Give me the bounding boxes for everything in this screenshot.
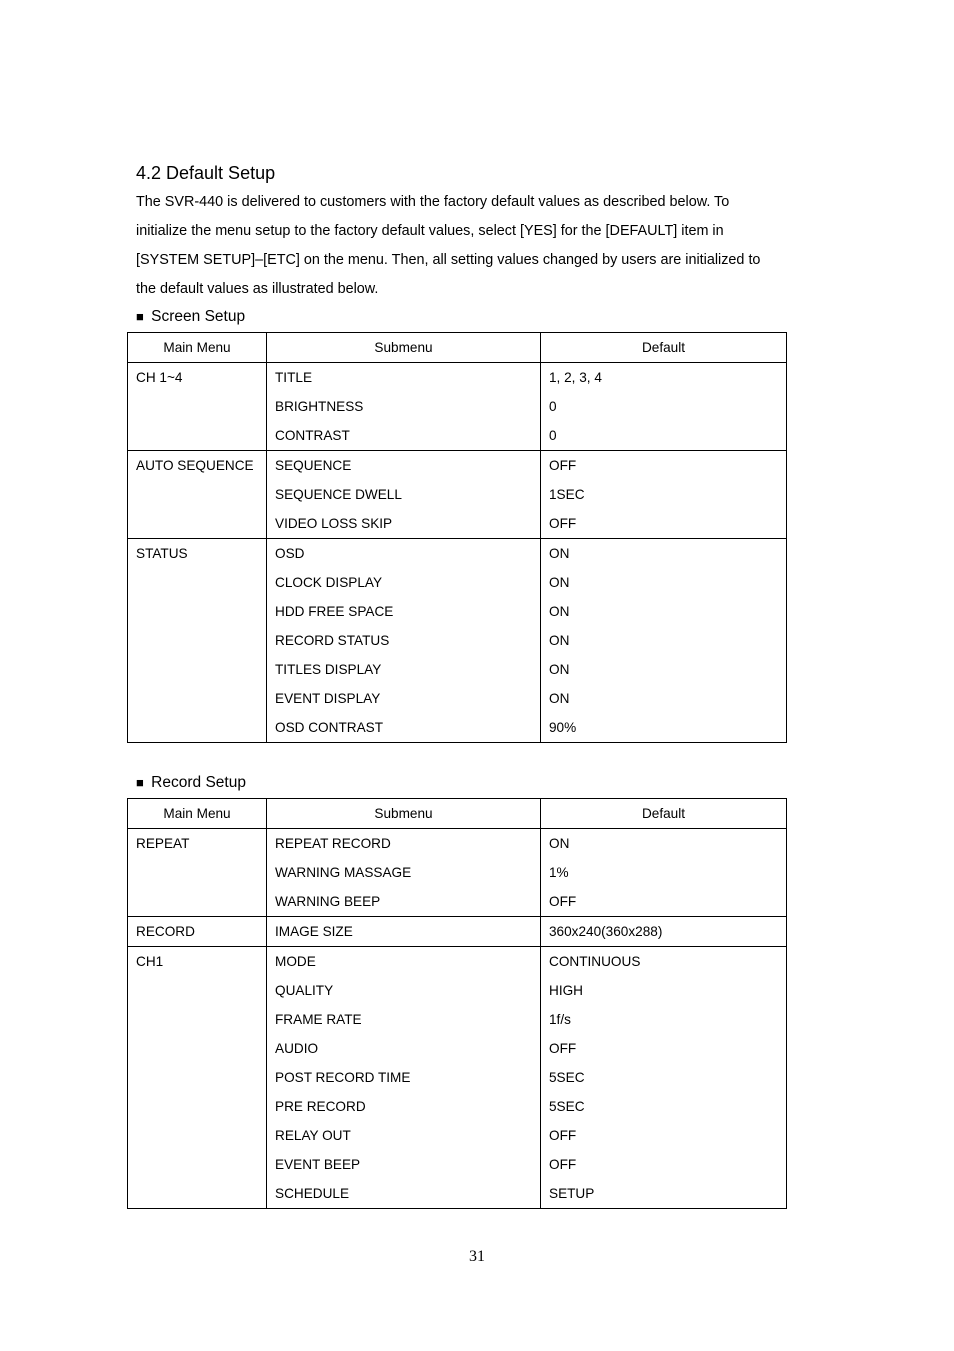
default-value-cell: OFF bbox=[541, 1034, 787, 1063]
table-row bbox=[128, 1121, 787, 1150]
intro-line: the default values as illustrated below. bbox=[136, 281, 379, 297]
submenu-cell: CONTRAST bbox=[267, 421, 541, 451]
main-menu-cell bbox=[128, 887, 267, 917]
record-setup-title: Record Setup bbox=[151, 774, 246, 791]
submenu-cell: PRE RECORD bbox=[267, 1092, 541, 1121]
main-menu-cell: REPEAT bbox=[128, 829, 267, 859]
table-row bbox=[128, 887, 787, 917]
main-menu-cell: STATUS bbox=[128, 539, 267, 569]
default-value-cell: OFF bbox=[541, 887, 787, 917]
main-menu-cell bbox=[128, 713, 267, 743]
default-value-cell: 360x240(360x288) bbox=[541, 917, 787, 947]
table-row bbox=[128, 1150, 787, 1179]
table-row bbox=[128, 829, 787, 859]
table-row bbox=[128, 713, 787, 743]
table-row bbox=[128, 1179, 787, 1209]
default-value-cell: 1% bbox=[541, 858, 787, 887]
main-menu-cell bbox=[128, 568, 267, 597]
screen-setup-title: Screen Setup bbox=[151, 308, 246, 325]
main-menu-cell bbox=[128, 392, 267, 421]
table-row bbox=[128, 392, 787, 421]
submenu-cell: OSD CONTRAST bbox=[267, 713, 541, 743]
main-menu-cell bbox=[128, 421, 267, 451]
default-value-cell: ON bbox=[541, 626, 787, 655]
record-setup-body bbox=[128, 829, 787, 1209]
main-menu-cell bbox=[128, 1092, 267, 1121]
column-header-main-menu: Main Menu bbox=[128, 799, 267, 829]
submenu-cell: OSD bbox=[267, 539, 541, 569]
main-menu-cell: RECORD bbox=[128, 917, 267, 947]
column-header-submenu: Submenu bbox=[267, 333, 541, 363]
submenu-cell: FRAME RATE bbox=[267, 1005, 541, 1034]
default-value-cell: 1f/s bbox=[541, 1005, 787, 1034]
default-value-cell: 0 bbox=[541, 421, 787, 451]
default-value-cell: OFF bbox=[541, 451, 787, 481]
default-value-cell: ON bbox=[541, 568, 787, 597]
main-menu-cell: CH1 bbox=[128, 947, 267, 977]
main-menu-cell: AUTO SEQUENCE bbox=[128, 451, 267, 481]
submenu-cell: BRIGHTNESS bbox=[267, 392, 541, 421]
submenu-cell: HDD FREE SPACE bbox=[267, 597, 541, 626]
submenu-cell: EVENT DISPLAY bbox=[267, 684, 541, 713]
table-row bbox=[128, 947, 787, 977]
default-value-cell: ON bbox=[541, 684, 787, 713]
default-value-cell: 90% bbox=[541, 713, 787, 743]
table-row bbox=[128, 1092, 787, 1121]
table-header-row bbox=[128, 333, 787, 363]
screen-setup-body bbox=[128, 363, 787, 743]
submenu-cell: EVENT BEEP bbox=[267, 1150, 541, 1179]
submenu-cell: MODE bbox=[267, 947, 541, 977]
main-menu-cell bbox=[128, 858, 267, 887]
page-number: 31 bbox=[469, 1248, 485, 1265]
default-value-cell: ON bbox=[541, 597, 787, 626]
main-menu-cell bbox=[128, 1005, 267, 1034]
default-value-cell: ON bbox=[541, 655, 787, 684]
table-row bbox=[128, 1063, 787, 1092]
main-menu-cell bbox=[128, 1034, 267, 1063]
table-row bbox=[128, 976, 787, 1005]
default-value-cell: OFF bbox=[541, 1121, 787, 1150]
screen-setup-label bbox=[136, 307, 245, 327]
main-menu-cell bbox=[128, 597, 267, 626]
table-row bbox=[128, 917, 787, 947]
table-row bbox=[128, 509, 787, 539]
submenu-cell: WARNING MASSAGE bbox=[267, 858, 541, 887]
submenu-cell: WARNING BEEP bbox=[267, 887, 541, 917]
default-value-cell: SETUP bbox=[541, 1179, 787, 1209]
submenu-cell: VIDEO LOSS SKIP bbox=[267, 509, 541, 539]
submenu-cell: RECORD STATUS bbox=[267, 626, 541, 655]
main-menu-cell bbox=[128, 684, 267, 713]
table-row bbox=[128, 421, 787, 451]
table-row bbox=[128, 363, 787, 393]
record-setup-label bbox=[136, 773, 246, 793]
submenu-cell: RELAY OUT bbox=[267, 1121, 541, 1150]
column-header-main-menu: Main Menu bbox=[128, 333, 267, 363]
main-menu-cell: CH 1~4 bbox=[128, 363, 267, 393]
intro-line: [SYSTEM SETUP]–[ETC] on the menu. Then, all setting values changed by users are initialized to bbox=[136, 252, 761, 268]
square-bullet-icon: ■ bbox=[136, 775, 144, 790]
submenu-cell: SEQUENCE DWELL bbox=[267, 480, 541, 509]
intro-line: initialize the menu setup to the factory default values, select [YES] for the [DEFAULT] item in bbox=[136, 223, 724, 239]
default-value-cell: ON bbox=[541, 539, 787, 569]
submenu-cell: SEQUENCE bbox=[267, 451, 541, 481]
main-menu-cell bbox=[128, 480, 267, 509]
square-bullet-icon: ■ bbox=[136, 309, 144, 324]
submenu-cell: IMAGE SIZE bbox=[267, 917, 541, 947]
default-value-cell: HIGH bbox=[541, 976, 787, 1005]
section-heading: 4.2 Default Setup bbox=[136, 163, 276, 183]
main-menu-cell bbox=[128, 1063, 267, 1092]
main-menu-cell bbox=[128, 1179, 267, 1209]
default-value-cell: 0 bbox=[541, 392, 787, 421]
intro-paragraph bbox=[136, 188, 816, 304]
column-header-default: Default bbox=[541, 333, 787, 363]
submenu-cell: SCHEDULE bbox=[267, 1179, 541, 1209]
table-row bbox=[128, 1034, 787, 1063]
intro-line: The SVR-440 is delivered to customers with the factory default values as described below. To bbox=[136, 194, 730, 210]
submenu-cell: POST RECORD TIME bbox=[267, 1063, 541, 1092]
main-menu-cell bbox=[128, 509, 267, 539]
table-row bbox=[128, 597, 787, 626]
table-row bbox=[128, 539, 787, 569]
screen-setup-table bbox=[127, 332, 787, 743]
default-value-cell: 5SEC bbox=[541, 1063, 787, 1092]
main-menu-cell bbox=[128, 1121, 267, 1150]
main-menu-cell bbox=[128, 655, 267, 684]
table-row bbox=[128, 655, 787, 684]
default-value-cell: CONTINUOUS bbox=[541, 947, 787, 977]
table-header-row bbox=[128, 799, 787, 829]
submenu-cell: TITLES DISPLAY bbox=[267, 655, 541, 684]
default-value-cell: 1SEC bbox=[541, 480, 787, 509]
submenu-cell: CLOCK DISPLAY bbox=[267, 568, 541, 597]
main-menu-cell bbox=[128, 626, 267, 655]
table-row bbox=[128, 626, 787, 655]
column-header-default: Default bbox=[541, 799, 787, 829]
submenu-cell: QUALITY bbox=[267, 976, 541, 1005]
submenu-cell: TITLE bbox=[267, 363, 541, 393]
table-row bbox=[128, 451, 787, 481]
column-header-submenu: Submenu bbox=[267, 799, 541, 829]
main-menu-cell bbox=[128, 976, 267, 1005]
default-value-cell: 1, 2, 3, 4 bbox=[541, 363, 787, 393]
submenu-cell: AUDIO bbox=[267, 1034, 541, 1063]
default-value-cell: OFF bbox=[541, 509, 787, 539]
table-row bbox=[128, 684, 787, 713]
default-value-cell: 5SEC bbox=[541, 1092, 787, 1121]
main-menu-cell bbox=[128, 1150, 267, 1179]
table-row bbox=[128, 1005, 787, 1034]
submenu-cell: REPEAT RECORD bbox=[267, 829, 541, 859]
record-setup-table bbox=[127, 798, 787, 1209]
table-row bbox=[128, 568, 787, 597]
table-row bbox=[128, 480, 787, 509]
default-value-cell: ON bbox=[541, 829, 787, 859]
table-row bbox=[128, 858, 787, 887]
default-value-cell: OFF bbox=[541, 1150, 787, 1179]
